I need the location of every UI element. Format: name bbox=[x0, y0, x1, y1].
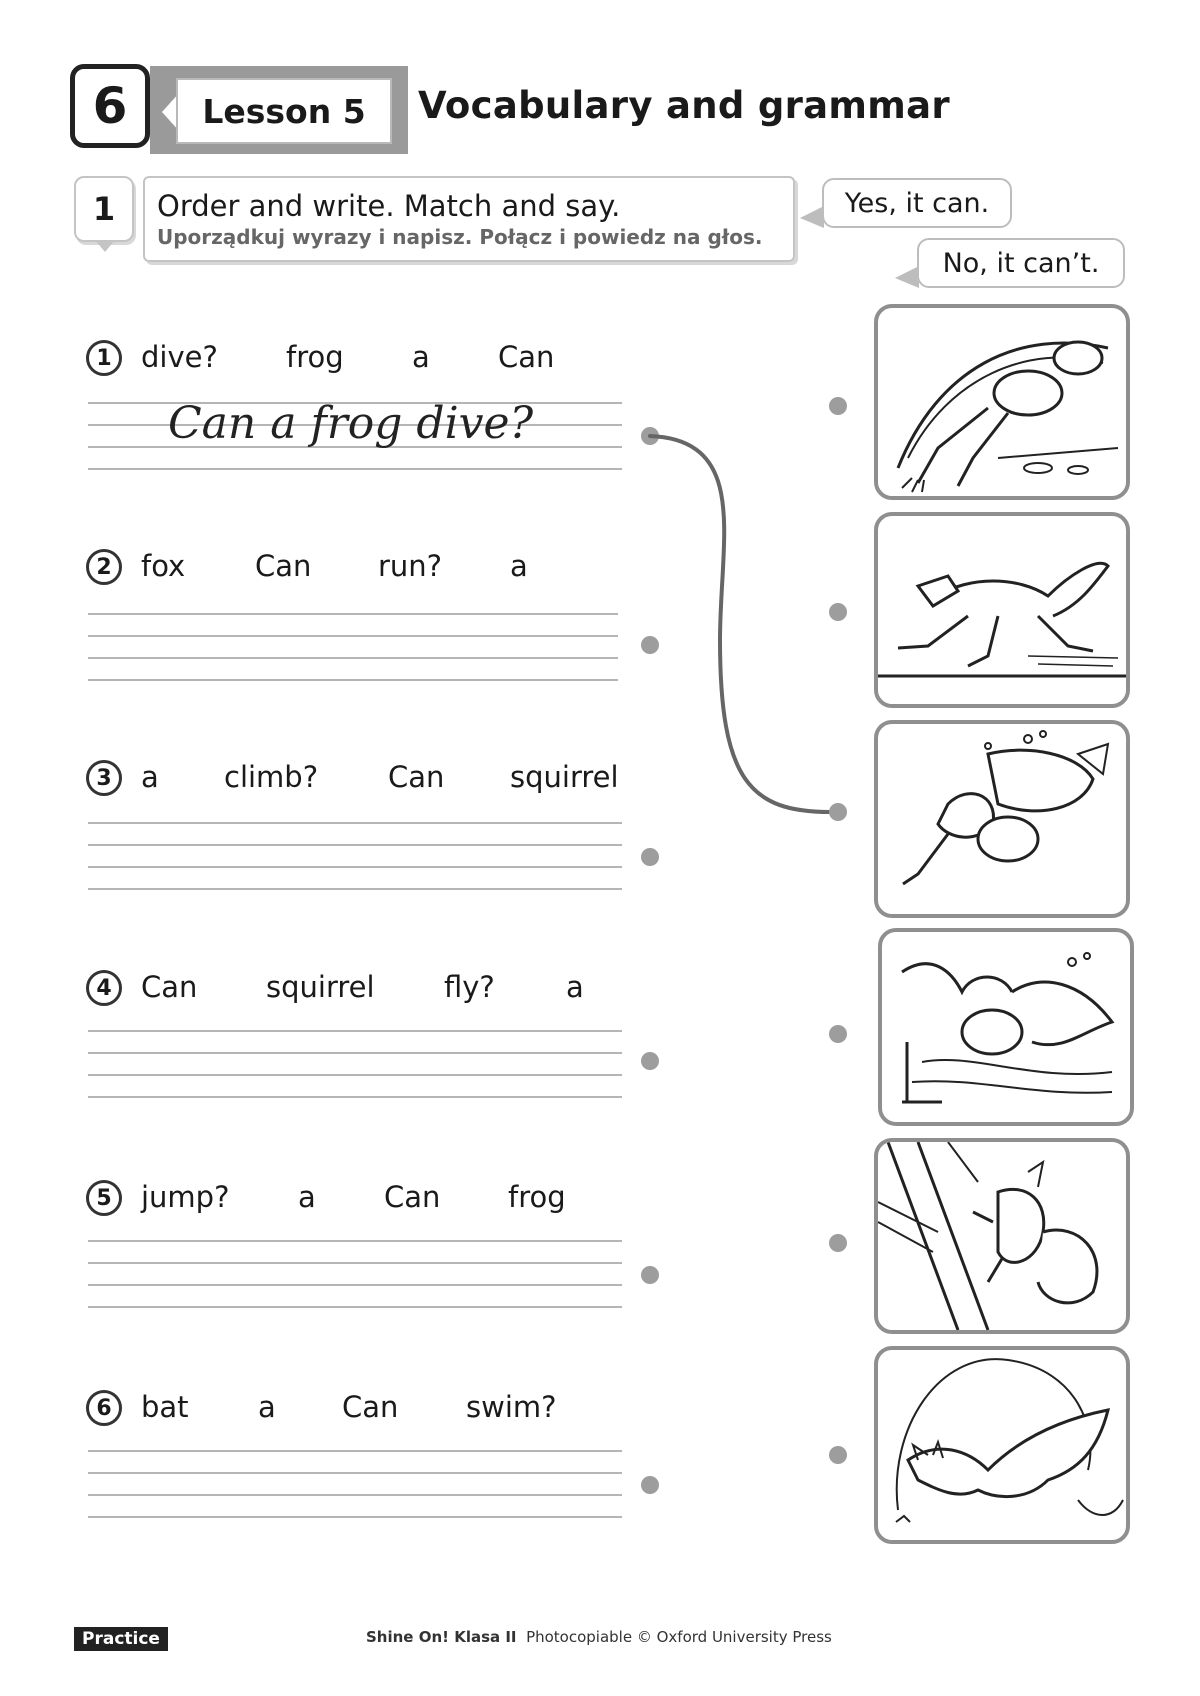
word-chip: a bbox=[510, 549, 528, 583]
word-chip: frog bbox=[508, 1180, 566, 1214]
word-chip: climb? bbox=[224, 760, 319, 794]
writing-line bbox=[88, 1030, 622, 1032]
writing-line bbox=[88, 1240, 622, 1242]
picture-frog-swimming[interactable] bbox=[874, 720, 1130, 918]
match-dot[interactable] bbox=[641, 1266, 659, 1284]
example-match-line bbox=[640, 420, 860, 840]
question-number: 4 bbox=[86, 970, 122, 1006]
yes-bubble: Yes, it can. bbox=[822, 178, 1012, 228]
word-chip: dive? bbox=[141, 340, 218, 374]
word-chip: squirrel bbox=[510, 760, 619, 794]
bat-swimming-icon bbox=[882, 932, 1130, 1122]
writing-line bbox=[88, 1516, 622, 1518]
word-chip: jump? bbox=[141, 1180, 230, 1214]
match-dot[interactable] bbox=[829, 803, 847, 821]
match-dot[interactable] bbox=[829, 1025, 847, 1043]
yes-bubble-tail bbox=[800, 206, 824, 228]
writing-line bbox=[88, 822, 622, 824]
writing-line bbox=[88, 635, 618, 637]
writing-line bbox=[88, 468, 622, 470]
lesson-label: Lesson 5 bbox=[176, 78, 392, 144]
writing-line bbox=[88, 1494, 622, 1496]
word-chip: a bbox=[298, 1180, 316, 1214]
match-dot[interactable] bbox=[829, 1234, 847, 1252]
picture-squirrel-climbing[interactable] bbox=[874, 1138, 1130, 1334]
writing-line bbox=[88, 1284, 622, 1286]
word-chip: a bbox=[566, 970, 584, 1004]
frog-diving-icon bbox=[878, 308, 1126, 496]
word-chip: fox bbox=[141, 549, 186, 583]
writing-line bbox=[88, 844, 622, 846]
unit-number: 6 bbox=[70, 64, 150, 148]
word-chip: Can bbox=[498, 340, 555, 374]
word-chip: a bbox=[258, 1390, 276, 1424]
word-chip: squirrel bbox=[266, 970, 375, 1004]
writing-line bbox=[88, 1074, 622, 1076]
word-chip: bat bbox=[141, 1390, 189, 1424]
match-dot[interactable] bbox=[641, 1052, 659, 1070]
word-chip: run? bbox=[378, 549, 443, 583]
no-bubble-tail bbox=[895, 266, 919, 288]
exercise-number-tail bbox=[95, 240, 115, 252]
writing-line bbox=[88, 1096, 622, 1098]
exercise-instructions bbox=[143, 176, 795, 262]
writing-line bbox=[88, 1472, 622, 1474]
writing-line bbox=[88, 1306, 622, 1308]
footer-book: Shine On! Klasa II bbox=[366, 1628, 517, 1646]
word-chip: fly? bbox=[444, 970, 495, 1004]
picture-bat-flying[interactable] bbox=[874, 1346, 1130, 1544]
footer-copyright: Photocopiable © Oxford University Press bbox=[526, 1628, 832, 1646]
question-number: 3 bbox=[86, 760, 122, 796]
instruction-polish: Uporządkuj wyrazy i napisz. Połącz i powiedz na głos. bbox=[157, 225, 763, 249]
writing-line bbox=[88, 679, 618, 681]
writing-line bbox=[88, 1052, 622, 1054]
writing-line bbox=[88, 1450, 622, 1452]
page-title: Vocabulary and grammar bbox=[418, 84, 950, 127]
word-chip: a bbox=[141, 760, 159, 794]
picture-bat-swimming[interactable] bbox=[878, 928, 1134, 1126]
word-chip: Can bbox=[141, 970, 198, 1004]
word-chip: swim? bbox=[466, 1390, 557, 1424]
frog-swimming-icon bbox=[878, 724, 1126, 914]
question-number: 2 bbox=[86, 549, 122, 585]
footer-credit bbox=[366, 1628, 832, 1646]
writing-line bbox=[88, 613, 618, 615]
word-chip: a bbox=[412, 340, 430, 374]
word-chip: Can bbox=[388, 760, 445, 794]
match-dot[interactable] bbox=[829, 1446, 847, 1464]
writing-line bbox=[88, 657, 618, 659]
picture-frog-diving[interactable] bbox=[874, 304, 1130, 500]
question-number: 1 bbox=[86, 340, 122, 376]
picture-fox-running[interactable] bbox=[874, 512, 1130, 708]
question-number: 6 bbox=[86, 1390, 122, 1426]
answer-handwriting: Can a frog dive? bbox=[168, 398, 534, 449]
writing-line bbox=[88, 866, 622, 868]
word-chip: Can bbox=[255, 549, 312, 583]
bat-flying-icon bbox=[878, 1350, 1126, 1540]
match-dot[interactable] bbox=[641, 1476, 659, 1494]
match-dot[interactable] bbox=[829, 397, 847, 415]
no-bubble: No, it can’t. bbox=[917, 238, 1125, 288]
writing-line bbox=[88, 1262, 622, 1264]
squirrel-climbing-icon bbox=[878, 1142, 1126, 1330]
word-chip: Can bbox=[342, 1390, 399, 1424]
match-dot[interactable] bbox=[641, 848, 659, 866]
word-chip: frog bbox=[286, 340, 344, 374]
exercise-number: 1 bbox=[74, 176, 134, 242]
fox-running-icon bbox=[878, 516, 1126, 704]
question-number: 5 bbox=[86, 1180, 122, 1216]
practice-badge: Practice bbox=[74, 1627, 168, 1651]
word-chip: Can bbox=[384, 1180, 441, 1214]
match-dot[interactable] bbox=[829, 603, 847, 621]
writing-line bbox=[88, 888, 622, 890]
instruction-english: Order and write. Match and say. bbox=[157, 189, 621, 223]
